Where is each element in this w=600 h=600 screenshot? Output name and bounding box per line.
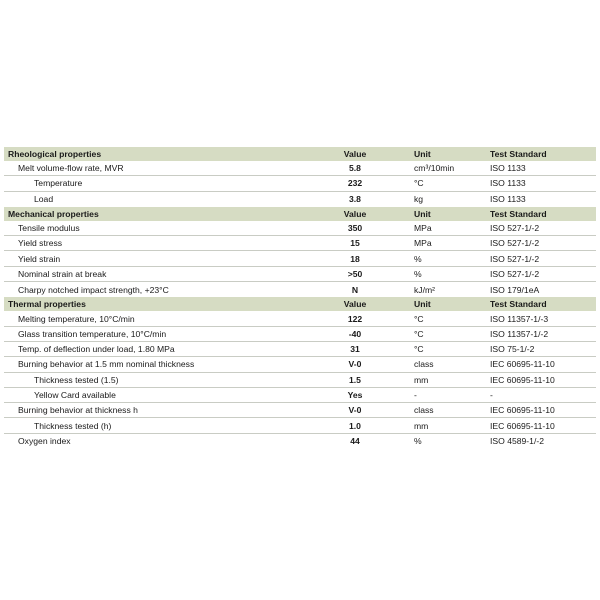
table-row (4, 311, 596, 326)
section-title: Mechanical properties (8, 208, 99, 219)
table-row (4, 267, 596, 282)
property-value: 1.5 (349, 374, 361, 385)
property-unit: °C (414, 344, 424, 355)
table-row (4, 418, 596, 433)
property-name: Nominal strain at break (18, 268, 107, 279)
property-value: 15 (350, 238, 360, 249)
test-standard: ISO 179/1eA (490, 284, 540, 295)
property-name: Glass transition temperature, 10°C/min (18, 328, 167, 339)
property-value: N (351, 284, 359, 295)
property-name: Temp. of deflection under load, 1.80 MPa (18, 344, 175, 355)
value-column-header: Value (343, 208, 367, 219)
table-row (4, 388, 596, 403)
standard-column-header: Test Standard (490, 299, 547, 310)
standard-column-header: Test Standard (490, 208, 547, 219)
test-standard: IEC 60695-11-10 (490, 374, 555, 385)
property-unit: mm (414, 374, 429, 385)
value-column-header: Value (343, 149, 367, 159)
property-name: Charpy notched impact strength, +23°C (18, 284, 169, 295)
table-row (4, 434, 596, 449)
property-value: 122 (347, 313, 363, 324)
property-unit: % (414, 268, 422, 279)
test-standard: ISO 527-1/-2 (490, 253, 540, 264)
property-value: 350 (347, 223, 363, 234)
test-standard: ISO 75-1/-2 (490, 344, 535, 355)
table-row (4, 161, 596, 176)
property-name: Yellow Card available (34, 390, 116, 400)
test-standard: ISO 11357-1/-2 (490, 328, 549, 339)
table-row (4, 192, 596, 207)
property-unit: % (414, 253, 422, 264)
test-standard: ISO 11357-1/-3 (490, 313, 549, 324)
section-title: Thermal properties (8, 299, 86, 310)
test-standard: ISO 1133 (490, 178, 526, 189)
property-name: Temperature (34, 178, 83, 189)
property-name: Thickness tested (1.5) (34, 374, 119, 385)
properties-table (4, 147, 596, 449)
table-row (4, 176, 596, 191)
unit-column-header: Unit (414, 208, 431, 219)
property-value: V-0 (348, 405, 362, 416)
standard-column-header: Test Standard (490, 149, 547, 159)
test-standard: IEC 60695-11-10 (490, 405, 555, 416)
property-name: Burning behavior at 1.5 mm nominal thickness (18, 359, 195, 370)
property-value: -40 (348, 328, 362, 339)
property-unit: °C (414, 178, 424, 189)
test-standard: - (490, 390, 493, 400)
table-row (4, 357, 596, 372)
property-value: 18 (350, 253, 360, 264)
property-unit: class (414, 359, 434, 370)
property-value: 232 (347, 178, 363, 189)
section-header (4, 297, 596, 311)
property-unit: MPa (414, 223, 432, 234)
property-value: 44 (350, 436, 360, 447)
property-name: Burning behavior at thickness h (18, 405, 138, 416)
unit-column-header: Unit (414, 299, 431, 310)
table-row (4, 403, 596, 418)
property-value: V-0 (348, 359, 362, 370)
property-name: Oxygen index (18, 436, 71, 447)
property-unit: MPa (414, 238, 432, 249)
property-value: 3.8 (349, 194, 361, 205)
table-row (4, 236, 596, 251)
property-value: 5.8 (349, 163, 361, 174)
table-row (4, 282, 596, 297)
property-value: >50 (347, 268, 363, 279)
unit-column-header: Unit (414, 149, 431, 159)
property-name: Thickness tested (h) (34, 420, 112, 431)
table-row (4, 342, 596, 357)
table-row (4, 221, 596, 236)
value-column-header: Value (343, 299, 367, 310)
table-row (4, 251, 596, 266)
property-unit: kg (414, 194, 424, 205)
property-name: Tensile modulus (18, 223, 80, 234)
property-unit: cm³/10min (414, 163, 455, 174)
property-unit: - (414, 390, 417, 400)
property-name: Load (34, 194, 54, 205)
table-row (4, 373, 596, 388)
section-title: Rheological properties (8, 149, 102, 159)
property-unit: kJ/m² (414, 284, 436, 295)
test-standard: ISO 527-1/-2 (490, 268, 540, 279)
property-value: 31 (350, 344, 360, 355)
property-name: Melt volume-flow rate, MVR (18, 163, 124, 174)
test-standard: ISO 527-1/-2 (490, 238, 540, 249)
test-standard: IEC 60695-11-10 (490, 359, 555, 370)
property-value: 1.0 (349, 420, 361, 431)
property-unit: % (414, 436, 422, 447)
test-standard: ISO 1133 (490, 163, 526, 174)
property-value: Yes (347, 390, 363, 400)
test-standard: ISO 1133 (490, 194, 526, 205)
property-unit: °C (414, 313, 424, 324)
section-header (4, 207, 596, 221)
property-name: Yield stress (18, 238, 63, 249)
property-unit: °C (414, 328, 424, 339)
property-name: Yield strain (18, 253, 61, 264)
test-standard: ISO 527-1/-2 (490, 223, 540, 234)
test-standard: ISO 4589-1/-2 (490, 436, 544, 447)
property-name: Melting temperature, 10°C/min (18, 313, 135, 324)
property-unit: mm (414, 420, 429, 431)
section-header (4, 147, 596, 161)
property-unit: class (414, 405, 434, 416)
test-standard: IEC 60695-11-10 (490, 420, 555, 431)
table-row (4, 327, 596, 342)
